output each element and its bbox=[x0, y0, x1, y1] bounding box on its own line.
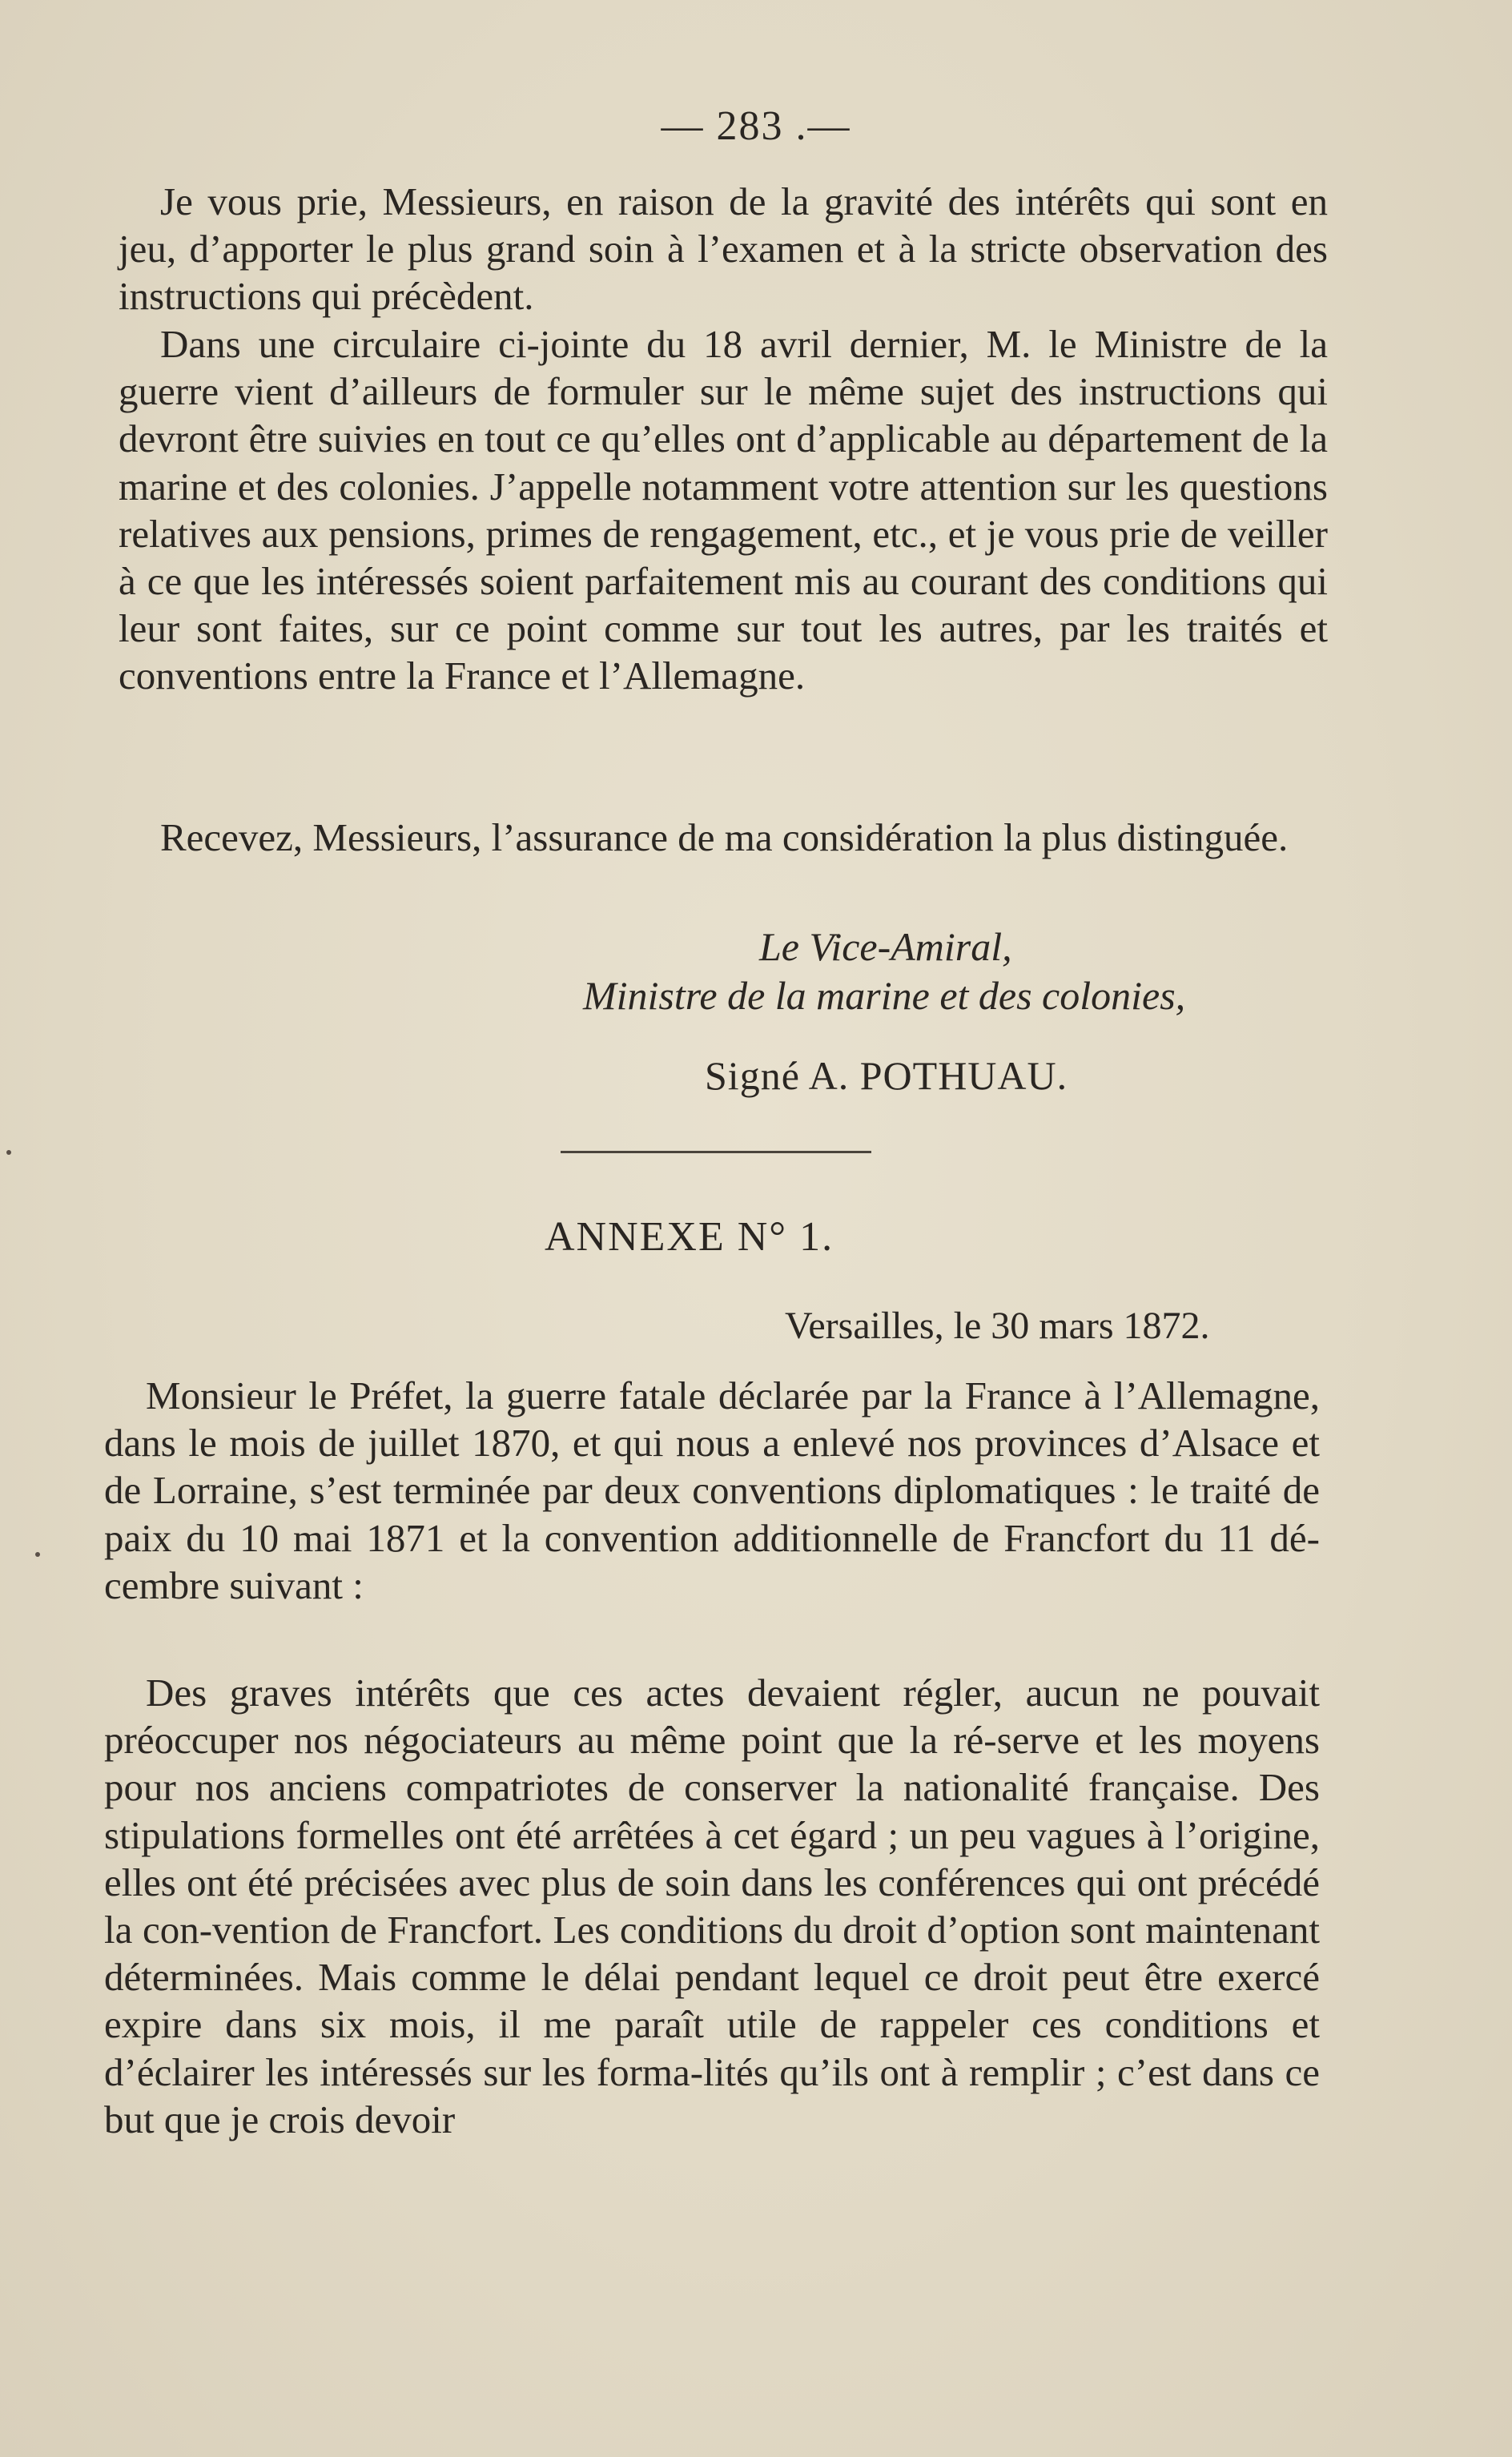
signature-role: Ministre de la marine et des colonies, bbox=[583, 973, 1186, 1018]
annex-heading: ANNEXE N° 1. bbox=[545, 1214, 834, 1260]
paragraph-annex-body: Des graves intérêts que ces actes devaient régler, aucun ne pouvait préoccuper nos négociateurs au même point que la ré-serve et les moyens pour nos anciens compatriotes de conserver la nationalité française. Des stipulations formelles ont été arrêtées à cet égard ; un peu vagues à l’origine, elles ont été précisées avec plus de soin dans les conférences qui ont précédé la con-vention de Francfort. Les conditions du droit d’option sont maintenant déterminées. Mais comme le délai pendant lequel ce droit peut être exercé expire dans six mois, il me paraît utile de rappeler ces conditions et d’éclairer les intéressés sur les forma-lités qu’ils ont à remplir ; c’est dans ce but que je crois devoir bbox=[104, 1671, 1320, 2141]
paragraph-closing-request: Je vous prie, Messieurs, en raison de la gravité des intérêts qui sont en jeu, d’apporter le plus grand soin à l’examen et à la stricte observation des instructions qui précèdent. bbox=[119, 179, 1328, 319]
section-divider bbox=[561, 1151, 871, 1153]
signature-title: Le Vice-Amiral, bbox=[759, 924, 1012, 969]
paper-speck bbox=[35, 1552, 40, 1557]
paragraph-annex-intro: Monsieur le Préfet, la guerre fatale déclarée par la France à l’Allemagne, dans le mois de juillet 1870, et qui nous a enlevé nos provinces d’Alsace et de Lorraine, s’est terminée par deux conventions diplomatiques : le traité de paix du 10 mai 1871 et la convention additionnelle de Francfort du 11 dé-cembre suivant : bbox=[104, 1373, 1320, 1607]
page-number: — 283 .— bbox=[661, 103, 851, 149]
paragraph-salutation: Recevez, Messieurs, l’assurance de ma considération la plus distinguée. bbox=[160, 815, 1289, 859]
paper-speck bbox=[6, 1150, 11, 1155]
signature-name: Signé A. POTHUAU. bbox=[705, 1053, 1068, 1098]
paragraph-circular-reference: Dans une circulaire ci-jointe du 18 avril dernier, M. le Ministre de la guerre vient d’ailleurs de formuler sur le même sujet des instructions qui devront être suivies en tout ce qu’elles ont d’applicable au département de la marine et des colonies. J’appelle notamment votre attention sur les questions relatives aux pensions, primes de rengagement, etc., et je vous prie de veiller à ce que les intéressés soient parfaitement mis au courant des conditions qui leur sont faites, sur ce point comme sur tout les autres, par les traités et conventions entre la France et l’Allemagne. bbox=[119, 322, 1328, 698]
annex-dateline: Versailles, le 30 mars 1872. bbox=[785, 1305, 1210, 1347]
